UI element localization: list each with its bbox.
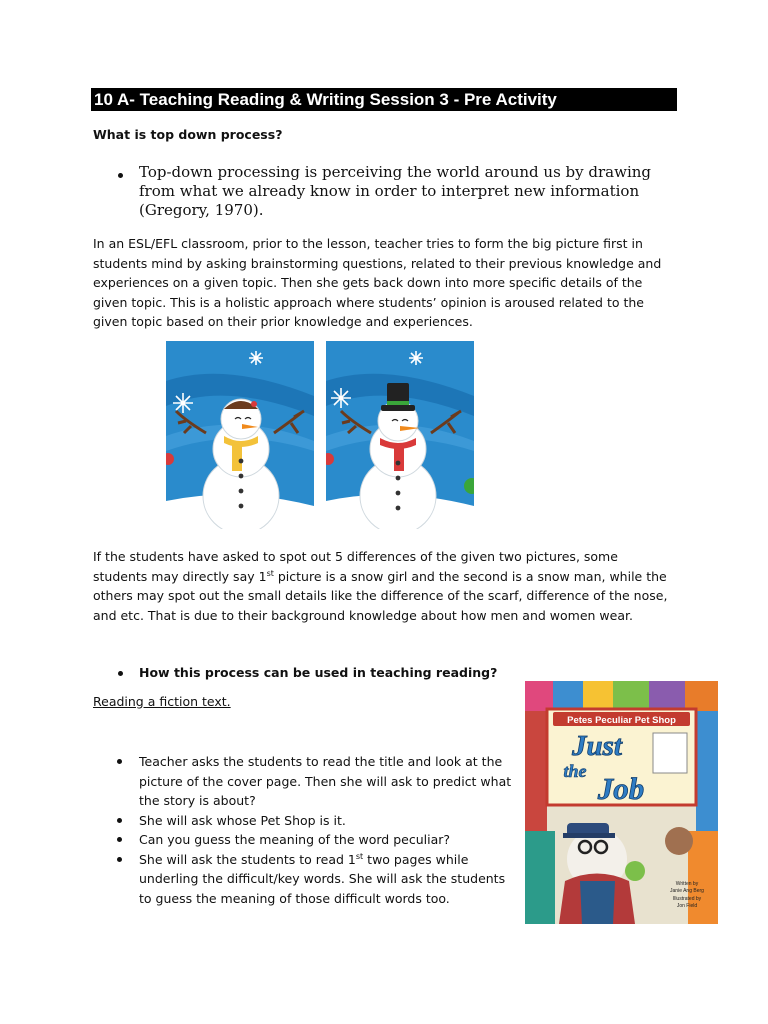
book-credit2-name: Jon Field (676, 903, 698, 909)
step-text: Teacher asks the students to read the title and look at the picture of the cover page. Then she will ask to predict what the story is about? (139, 754, 512, 808)
book-credit1: Written by (675, 881, 699, 887)
book-title-line1: Just (572, 730, 622, 762)
step-text: Can you guess the meaning of the word peculiar? (139, 832, 451, 847)
ordinal-suffix: st (266, 568, 274, 578)
bullet-dot (117, 818, 122, 823)
book-series: Petes Peculiar Pet Shop (567, 715, 676, 726)
differences-text-2: picture is a snow girl and the second is a snow man, while the others may spot out the small details like the difference of the scarf, difference of the nose, and etc. That is due to their background knowledge about how men and women wear. (93, 568, 668, 623)
step-text: two pages while underling the difficult/key words. She will ask the students to guess the meaning of those difficult words too. (139, 851, 506, 906)
ordinal-suffix: st (355, 851, 364, 861)
step-text: She will ask the students to read 1 (139, 851, 356, 867)
bullet-dot (118, 173, 123, 178)
book-cover-image (525, 681, 718, 924)
book-credit2: Illustrated by (672, 896, 702, 902)
bullet-dot (118, 671, 123, 676)
book-credit1-name: Janie Ang Berg (670, 888, 704, 894)
list-item (117, 850, 517, 909)
bullet-dot (117, 857, 122, 862)
section-label: Reading a fiction text. (93, 694, 231, 709)
book-title-line2: the (563, 761, 587, 781)
page-title: 10 A- Teaching Reading & Writing Session 3 - Pre Activity (91, 88, 677, 111)
bullet-dot (117, 837, 122, 842)
differences-text-1: If the students have asked to spot out 5 differences of the given two pictures, some students may directly say 1 (93, 549, 618, 584)
sub-heading: How this process can be used in teaching reading? (139, 665, 498, 680)
list-item (117, 752, 517, 811)
steps-list (117, 752, 517, 908)
question-heading: What is top down process? (93, 127, 283, 142)
step-text: She will ask whose Pet Shop is it. (139, 812, 346, 828)
book-title-line3: Job (597, 771, 645, 806)
definition-text: Top-down processing is perceiving the world around us by drawing from what we already know in order to interpret new information (Gregory, 1970). (139, 163, 651, 219)
snowman-image (326, 341, 474, 529)
list-item (117, 830, 517, 850)
snowgirl-image (166, 341, 314, 529)
bullet-dot (117, 759, 122, 764)
differences-paragraph (93, 547, 673, 625)
list-item (117, 811, 517, 831)
intro-paragraph: In an ESL/EFL classroom, prior to the lesson, teacher tries to form the big picture first in students mind by asking brainstorming questions, related to their previous knowledge and experiences on a given topic. Then she gets back down into more specific details of the given topic. This is a holistic approach where students’ opinion is aroused related to the given topic based on their prior knowledge and experiences. (93, 236, 662, 329)
